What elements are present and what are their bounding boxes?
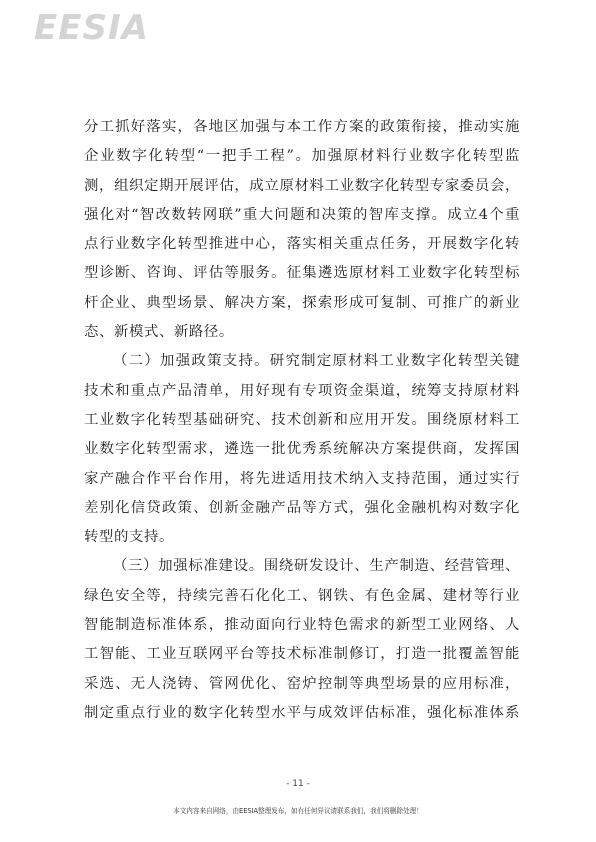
text-line: 智能制造标准体系，推动面向行业特色需求的新型工业网络、人 bbox=[84, 617, 520, 634]
page-number: - 11 - bbox=[286, 779, 310, 789]
text-line: 态、新模式、新路径。 bbox=[84, 324, 234, 341]
text-line: 测，组织定期开展评估，成立原材料工业数字化转型专家委员会， bbox=[84, 177, 520, 194]
text-line: 工智能、工业互联网平台等技术标准制修订，打造一批覆盖智能 bbox=[84, 646, 520, 663]
text-line: 杆企业、典型场景、解决方案，探索形成可复制、可推广的新业 bbox=[84, 294, 520, 311]
text-line: 工业数字化转型基础研究、技术创新和应用开发。围绕原材料工 bbox=[84, 411, 520, 428]
text-line: 型诊断、咨询、评估等服务。征集遴选原材料工业数字化转型标 bbox=[84, 265, 520, 282]
eesia-logo: EESIA bbox=[34, 8, 149, 48]
section-heading-line: （二）加强政策支持。研究制定原材料工业数字化转型关键 bbox=[113, 353, 520, 370]
text-line: 强化对“智改数转网联”重大问题和决策的智库支撑。成立4个重 bbox=[84, 206, 520, 223]
paragraph bbox=[84, 552, 520, 728]
text-line: 点行业数字化转型推进中心，落实相关重点任务，开展数字化转 bbox=[84, 236, 520, 253]
text-line: 转型的支持。 bbox=[84, 529, 174, 546]
paragraph bbox=[84, 347, 520, 552]
text-line: 采选、无人浇铸、管网优化、窑炉控制等典型场景的应用标准， bbox=[84, 675, 520, 692]
text-line: 业数字化转型需求，遴选一批优秀系统解决方案提供商，发挥国 bbox=[84, 441, 520, 458]
text-line: 绿色安全等，持续完善石化化工、钢铁、有色金属、建材等行业 bbox=[84, 587, 520, 604]
text-line: 差别化信贷政策、创新金融产品等方式，强化金融机构对数字化 bbox=[84, 499, 520, 516]
text-line: 制定重点行业的数字化转型水平与成效评估标准，强化标准体系 bbox=[84, 704, 520, 721]
document-body bbox=[84, 113, 520, 728]
text-line: 家产融合作平台作用，将先进适用技术纳入支持范围，通过实行 bbox=[84, 470, 520, 487]
text-line: 技术和重点产品清单，用好现有专项资金渠道，统筹支持原材料 bbox=[84, 382, 520, 399]
section-heading-line: （三）加强标准建设。围绕研发设计、生产制造、经营管理、 bbox=[113, 558, 520, 575]
footer-disclaimer: 本文内容来自网络，由EESIA整理发布，如有任何异议请联系我们，我们将删除处理！ bbox=[173, 807, 423, 815]
text-line: 企业数字化转型“一把手工程”。加强原材料行业数字化转型监 bbox=[84, 148, 520, 165]
paragraph bbox=[84, 113, 520, 347]
text-line: 分工抓好落实，各地区加强与本工作方案的政策衔接，推动实施 bbox=[84, 119, 520, 135]
